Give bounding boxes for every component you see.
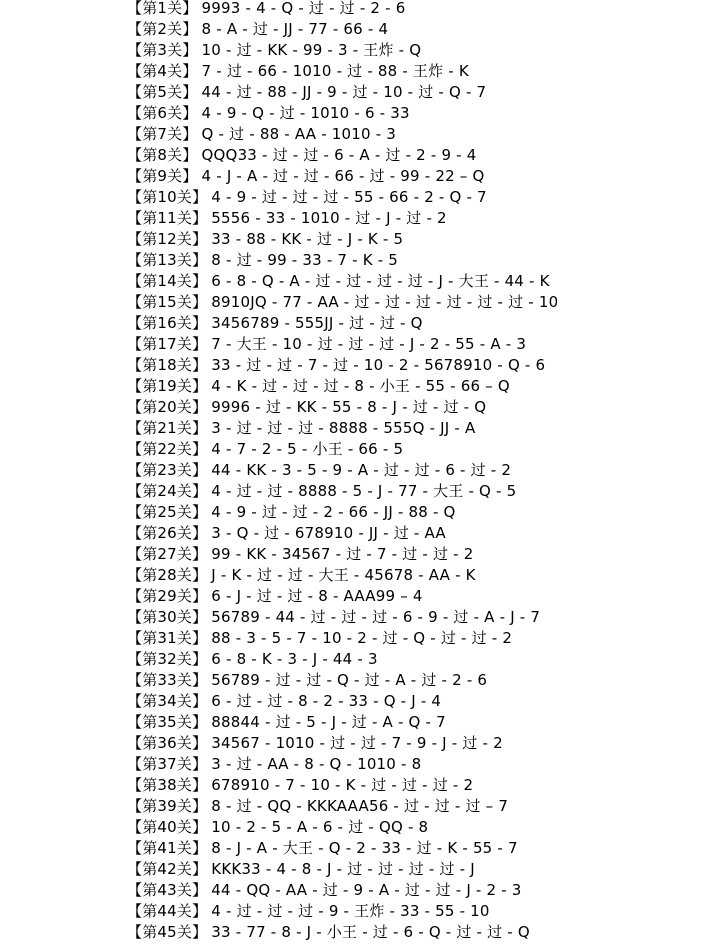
level-solution: 99 - KK - 34567 - 过 - 7 - 过 - 过 - 2	[211, 545, 474, 563]
level-label: 【第30关】	[127, 608, 208, 626]
level-row	[127, 502, 558, 523]
level-row	[127, 880, 558, 901]
level-solution: 10 - 过 - KK - 99 - 3 - 王炸 - Q	[201, 41, 422, 59]
level-solution: 3 - 过 - AA - 8 - Q - 1010 - 8	[211, 755, 422, 773]
level-row	[127, 208, 558, 229]
level-row	[127, 19, 558, 40]
level-label: 【第17关】	[127, 335, 208, 353]
level-solution: 10 - 2 - 5 - A - 6 - 过 - QQ - 8	[211, 818, 429, 836]
level-row	[127, 922, 558, 943]
level-solution: 34567 - 1010 - 过 - 过 - 7 - 9 - J - 过 - 2	[211, 734, 503, 752]
level-label: 【第24关】	[127, 482, 208, 500]
level-label: 【第5关】	[127, 83, 198, 101]
level-row	[127, 250, 558, 271]
level-row	[127, 649, 558, 670]
level-label: 【第34关】	[127, 692, 208, 710]
level-label: 【第33关】	[127, 671, 208, 689]
level-label: 【第41关】	[127, 839, 208, 857]
level-solution: 4 - 过 - 过 - 8888 - 5 - J - 77 - 大王 - Q - 5	[211, 482, 517, 500]
level-label: 【第43关】	[127, 881, 208, 899]
level-solution: 44 - KK - 3 - 5 - 9 - A - 过 - 过 - 6 - 过 - 2	[211, 461, 512, 479]
level-label: 【第26关】	[127, 524, 208, 542]
level-row	[127, 82, 558, 103]
level-solution: 4 - 过 - 过 - 过 - 9 - 王炸 - 33 - 55 - 10	[211, 902, 490, 920]
level-label: 【第40关】	[127, 818, 208, 836]
level-solution: 4 - 9 - 过 - 过 - 过 - 55 - 66 - 2 - Q - 7	[211, 188, 487, 206]
level-row	[127, 733, 558, 754]
level-solution: 33 - 77 - 8 - J - 小王 - 过 - 6 - Q - 过 - 过 - Q	[211, 923, 530, 941]
level-label: 【第39关】	[127, 797, 208, 815]
level-row	[127, 187, 558, 208]
level-solution: J - K - 过 - 过 - 大王 - 45678 - AA - K	[211, 566, 476, 584]
level-solution: 5556 - 33 - 1010 - 过 - J - 过 - 2	[211, 209, 447, 227]
level-label: 【第21关】	[127, 419, 208, 437]
level-row	[127, 376, 558, 397]
level-row	[127, 901, 558, 922]
level-row	[127, 271, 558, 292]
level-row	[127, 439, 558, 460]
level-row	[127, 418, 558, 439]
level-row	[127, 838, 558, 859]
level-solution: Q - 过 - 88 - AA - 1010 - 3	[201, 125, 397, 143]
level-solution: 44 - 过 - 88 - JJ - 9 - 过 - 10 - 过 - Q - 7	[201, 83, 487, 101]
level-solution: 678910 - 7 - 10 - K - 过 - 过 - 过 - 2	[211, 776, 474, 794]
level-row	[127, 607, 558, 628]
level-label: 【第9关】	[127, 167, 198, 185]
level-label: 【第1关】	[127, 0, 198, 17]
level-label: 【第25关】	[127, 503, 208, 521]
level-solution: 6 - J - 过 - 过 - 8 - AAA99 – 4	[211, 587, 423, 605]
level-row	[127, 628, 558, 649]
level-row	[127, 712, 558, 733]
level-row	[127, 103, 558, 124]
level-solution: 7 - 大王 - 10 - 过 - 过 - 过 - J - 2 - 55 - A - 3	[211, 335, 527, 353]
level-label: 【第36关】	[127, 734, 208, 752]
level-row	[127, 61, 558, 82]
level-label: 【第3关】	[127, 41, 198, 59]
level-label: 【第32关】	[127, 650, 208, 668]
level-row	[127, 754, 558, 775]
level-row	[127, 166, 558, 187]
level-solution: 8910JQ - 77 - AA - 过 - 过 - 过 - 过 - 过 - 过 - 10	[211, 293, 559, 311]
level-label: 【第15关】	[127, 293, 208, 311]
level-label: 【第13关】	[127, 251, 208, 269]
level-solution: 33 - 88 - KK - 过 - J - K - 5	[211, 230, 404, 248]
level-solution-list	[127, 0, 558, 943]
level-label: 【第28关】	[127, 566, 208, 584]
level-row	[127, 397, 558, 418]
level-label: 【第19关】	[127, 377, 208, 395]
level-row	[127, 523, 558, 544]
level-label: 【第4关】	[127, 62, 198, 80]
level-label: 【第42关】	[127, 860, 208, 878]
level-solution: 9993 - 4 - Q - 过 - 过 - 2 - 6	[201, 0, 406, 17]
level-row	[127, 544, 558, 565]
level-solution: KKK33 - 4 - 8 - J - 过 - 过 - 过 - 过 - J	[211, 860, 475, 878]
level-row	[127, 313, 558, 334]
level-row	[127, 481, 558, 502]
level-label: 【第11关】	[127, 209, 208, 227]
level-row	[127, 460, 558, 481]
level-solution: 56789 - 44 - 过 - 过 - 过 - 6 - 9 - 过 - A - J - 7	[211, 608, 541, 626]
level-solution: 7 - 过 - 66 - 1010 - 过 - 88 - 王炸 - K	[201, 62, 469, 80]
level-row	[127, 670, 558, 691]
level-solution: 88 - 3 - 5 - 7 - 10 - 2 - 过 - Q - 过 - 过 - 2	[211, 629, 513, 647]
level-row	[127, 817, 558, 838]
level-row	[127, 586, 558, 607]
level-solution: 88844 - 过 - 5 - J - 过 - A - Q - 7	[211, 713, 446, 731]
level-label: 【第16关】	[127, 314, 208, 332]
level-solution: 9996 - 过 - KK - 55 - 8 - J - 过 - 过 - Q	[211, 398, 487, 416]
level-solution: 8 - 过 - QQ - KKKAAA56 - 过 - 过 - 过 – 7	[211, 797, 509, 815]
level-label: 【第14关】	[127, 272, 208, 290]
level-label: 【第35关】	[127, 713, 208, 731]
level-label: 【第18关】	[127, 356, 208, 374]
level-row	[127, 292, 558, 313]
level-label: 【第7关】	[127, 125, 198, 143]
level-row	[127, 0, 558, 19]
level-solution: 33 - 过 - 过 - 7 - 过 - 10 - 2 - 5678910 - Q - 6	[211, 356, 546, 374]
level-solution: QQQ33 - 过 - 过 - 6 - A - 过 - 2 - 9 - 4	[201, 146, 477, 164]
level-row	[127, 124, 558, 145]
level-row	[127, 229, 558, 250]
level-row	[127, 565, 558, 586]
level-solution: 3456789 - 555JJ - 过 - 过 - Q	[211, 314, 423, 332]
level-label: 【第45关】	[127, 923, 208, 941]
level-solution: 6 - 8 - K - 3 - J - 44 - 3	[211, 650, 378, 668]
level-label: 【第29关】	[127, 587, 208, 605]
level-solution: 4 - J - A - 过 - 过 - 66 - 过 - 99 - 22 – Q	[201, 167, 485, 185]
level-label: 【第10关】	[127, 188, 208, 206]
level-solution: 3 - Q - 过 - 678910 - JJ - 过 - AA	[211, 524, 446, 542]
level-label: 【第37关】	[127, 755, 208, 773]
level-solution: 8 - A - 过 - JJ - 77 - 66 - 4	[201, 20, 389, 38]
level-solution: 44 - QQ - AA - 过 - 9 - A - 过 - 过 - J - 2 - 3	[211, 881, 522, 899]
level-row	[127, 40, 558, 61]
level-solution: 8 - J - A - 大王 - Q - 2 - 33 - 过 - K - 55 - 7	[211, 839, 518, 857]
level-label: 【第20关】	[127, 398, 208, 416]
level-row	[127, 355, 558, 376]
level-label: 【第27关】	[127, 545, 208, 563]
level-row	[127, 691, 558, 712]
level-solution: 6 - 过 - 过 - 8 - 2 - 33 - Q - J - 4	[211, 692, 442, 710]
level-label: 【第8关】	[127, 146, 198, 164]
level-row	[127, 334, 558, 355]
level-solution: 3 - 过 - 过 - 过 - 8888 - 555Q - JJ - A	[211, 419, 476, 437]
level-solution: 8 - 过 - 99 - 33 - 7 - K - 5	[211, 251, 399, 269]
level-solution: 4 - 7 - 2 - 5 - 小王 - 66 - 5	[211, 440, 404, 458]
level-label: 【第31关】	[127, 629, 208, 647]
level-solution: 4 - K - 过 - 过 - 过 - 8 - 小王 - 55 - 66 – Q	[211, 377, 510, 395]
level-row	[127, 775, 558, 796]
level-solution: 6 - 8 - Q - A - 过 - 过 - 过 - 过 - J - 大王 - 44 - K	[211, 272, 550, 290]
level-solution: 56789 - 过 - 过 - Q - 过 - A - 过 - 2 - 6	[211, 671, 488, 689]
level-label: 【第22关】	[127, 440, 208, 458]
level-label: 【第23关】	[127, 461, 208, 479]
level-row	[127, 145, 558, 166]
level-row	[127, 859, 558, 880]
level-label: 【第38关】	[127, 776, 208, 794]
level-label: 【第2关】	[127, 20, 198, 38]
level-solution: 4 - 9 - 过 - 过 - 2 - 66 - JJ - 88 - Q	[211, 503, 456, 521]
level-label: 【第12关】	[127, 230, 208, 248]
level-label: 【第44关】	[127, 902, 208, 920]
level-row	[127, 796, 558, 817]
level-label: 【第6关】	[127, 104, 198, 122]
level-solution: 4 - 9 - Q - 过 - 1010 - 6 - 33	[201, 104, 410, 122]
